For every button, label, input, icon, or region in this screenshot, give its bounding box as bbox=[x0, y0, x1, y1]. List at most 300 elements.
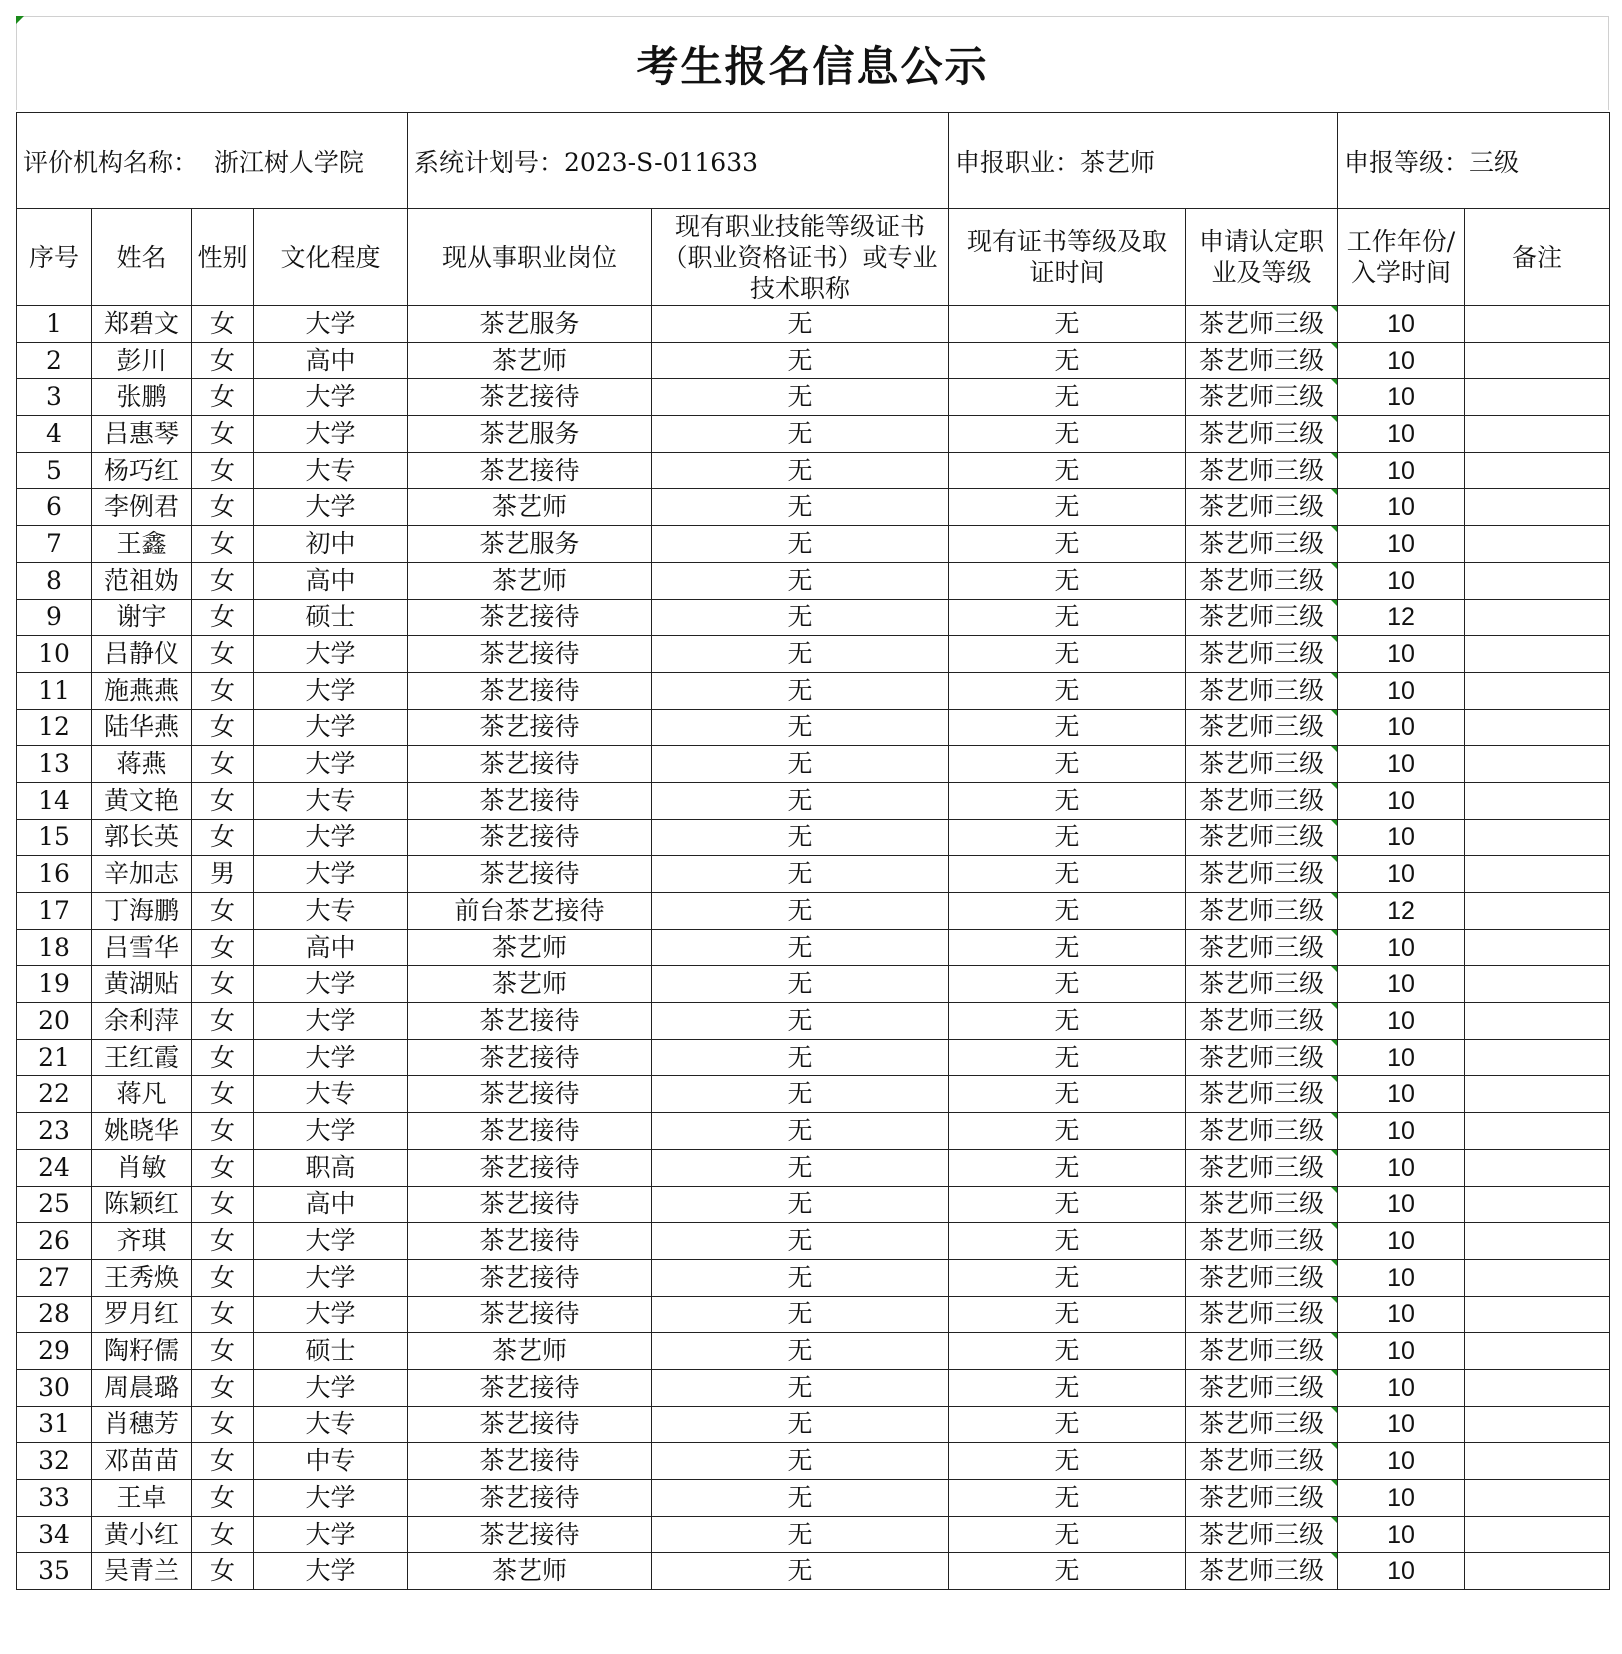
cell-remark bbox=[1465, 1149, 1610, 1186]
cell-apply: 茶艺师三级 bbox=[1186, 856, 1338, 893]
table-row bbox=[17, 636, 1610, 673]
cell-edu: 大学 bbox=[254, 709, 408, 746]
cell-cert-level: 无 bbox=[949, 416, 1186, 453]
cell-remark bbox=[1465, 1039, 1610, 1076]
cell-years: 10 bbox=[1338, 746, 1465, 783]
cell-name: 王红霞 bbox=[92, 1039, 192, 1076]
org-value: 浙江树人学院 bbox=[213, 147, 364, 177]
cell-name: 张鹏 bbox=[92, 379, 192, 416]
cell-cert: 无 bbox=[652, 1406, 949, 1443]
cell-years: 10 bbox=[1338, 1553, 1465, 1590]
cell-gender: 女 bbox=[192, 1553, 254, 1590]
cell-comment-marker bbox=[16, 16, 24, 24]
cell-job: 茶艺接待 bbox=[408, 1039, 652, 1076]
cell-cert-level: 无 bbox=[949, 672, 1186, 709]
cell-job: 茶艺接待 bbox=[408, 1369, 652, 1406]
cell-gender: 女 bbox=[192, 379, 254, 416]
cell-remark bbox=[1465, 1076, 1610, 1113]
cell-name: 周晨璐 bbox=[92, 1369, 192, 1406]
occupation-cell bbox=[949, 113, 1338, 209]
table-row bbox=[17, 709, 1610, 746]
cell-edu: 大学 bbox=[254, 636, 408, 673]
table-row bbox=[17, 599, 1610, 636]
cell-gender: 女 bbox=[192, 1296, 254, 1333]
cell-cert-level: 无 bbox=[949, 1553, 1186, 1590]
table-row bbox=[17, 782, 1610, 819]
cell-apply: 茶艺师三级 bbox=[1186, 379, 1338, 416]
title-box bbox=[16, 16, 1609, 110]
cell-gender: 女 bbox=[192, 489, 254, 526]
cell-edu: 中专 bbox=[254, 1443, 408, 1480]
cell-remark bbox=[1465, 1296, 1610, 1333]
cell-apply: 茶艺师三级 bbox=[1186, 1186, 1338, 1223]
cell-cert: 无 bbox=[652, 1296, 949, 1333]
cell-apply: 茶艺师三级 bbox=[1186, 489, 1338, 526]
cell-no: 33 bbox=[17, 1480, 92, 1517]
cell-name: 蒋燕 bbox=[92, 746, 192, 783]
cell-apply: 茶艺师三级 bbox=[1186, 342, 1338, 379]
cell-cert: 无 bbox=[652, 379, 949, 416]
cell-apply: 茶艺师三级 bbox=[1186, 1296, 1338, 1333]
table-row bbox=[17, 1443, 1610, 1480]
cell-gender: 女 bbox=[192, 416, 254, 453]
header-name: 姓名 bbox=[92, 209, 192, 306]
cell-cert: 无 bbox=[652, 1443, 949, 1480]
cell-gender: 女 bbox=[192, 342, 254, 379]
cell-remark bbox=[1465, 893, 1610, 930]
cell-no: 13 bbox=[17, 746, 92, 783]
cell-cert: 无 bbox=[652, 416, 949, 453]
cell-cert-level: 无 bbox=[949, 452, 1186, 489]
cell-cert-level: 无 bbox=[949, 966, 1186, 1003]
cell-cert: 无 bbox=[652, 1076, 949, 1113]
cell-job: 茶艺师 bbox=[408, 929, 652, 966]
cell-apply: 茶艺师三级 bbox=[1186, 1076, 1338, 1113]
cell-name: 陈颖红 bbox=[92, 1186, 192, 1223]
cell-remark bbox=[1465, 526, 1610, 563]
cell-cert-level: 无 bbox=[949, 1480, 1186, 1517]
cell-apply: 茶艺师三级 bbox=[1186, 1039, 1338, 1076]
cell-job: 茶艺接待 bbox=[408, 1003, 652, 1040]
cell-cert: 无 bbox=[652, 1039, 949, 1076]
cell-cert: 无 bbox=[652, 599, 949, 636]
cell-cert-level: 无 bbox=[949, 599, 1186, 636]
cell-name: 邓苗苗 bbox=[92, 1443, 192, 1480]
cell-apply: 茶艺师三级 bbox=[1186, 1223, 1338, 1260]
cell-job: 茶艺接待 bbox=[408, 1516, 652, 1553]
table-row bbox=[17, 893, 1610, 930]
cell-years: 10 bbox=[1338, 1443, 1465, 1480]
cell-years: 10 bbox=[1338, 1516, 1465, 1553]
cell-gender: 女 bbox=[192, 929, 254, 966]
cell-edu: 大专 bbox=[254, 782, 408, 819]
cell-cert-level: 无 bbox=[949, 1223, 1186, 1260]
cell-cert-level: 无 bbox=[949, 1076, 1186, 1113]
table-row bbox=[17, 489, 1610, 526]
cell-edu: 高中 bbox=[254, 929, 408, 966]
cell-job: 茶艺接待 bbox=[408, 1259, 652, 1296]
cell-cert-level: 无 bbox=[949, 1039, 1186, 1076]
cell-no: 5 bbox=[17, 452, 92, 489]
cell-apply: 茶艺师三级 bbox=[1186, 1553, 1338, 1590]
cell-gender: 女 bbox=[192, 819, 254, 856]
cell-apply: 茶艺师三级 bbox=[1186, 636, 1338, 673]
cell-cert: 无 bbox=[652, 929, 949, 966]
plan-value: 2023-S-011633 bbox=[564, 147, 759, 177]
cell-remark bbox=[1465, 379, 1610, 416]
cell-years: 10 bbox=[1338, 672, 1465, 709]
cell-edu: 大学 bbox=[254, 306, 408, 343]
cell-cert: 无 bbox=[652, 746, 949, 783]
cell-no: 18 bbox=[17, 929, 92, 966]
cell-gender: 女 bbox=[192, 562, 254, 599]
cell-apply: 茶艺师三级 bbox=[1186, 1369, 1338, 1406]
cell-cert-level: 无 bbox=[949, 746, 1186, 783]
table-row bbox=[17, 1553, 1610, 1590]
cell-remark bbox=[1465, 1333, 1610, 1370]
cell-no: 15 bbox=[17, 819, 92, 856]
cell-edu: 大学 bbox=[254, 1113, 408, 1150]
cell-name: 王鑫 bbox=[92, 526, 192, 563]
cell-job: 茶艺接待 bbox=[408, 599, 652, 636]
cell-name: 齐琪 bbox=[92, 1223, 192, 1260]
cell-no: 1 bbox=[17, 306, 92, 343]
cell-gender: 女 bbox=[192, 1516, 254, 1553]
cell-gender: 女 bbox=[192, 599, 254, 636]
cell-no: 12 bbox=[17, 709, 92, 746]
plan-label: 系统计划号： bbox=[414, 147, 565, 177]
cell-years: 12 bbox=[1338, 599, 1465, 636]
cell-cert-level: 无 bbox=[949, 929, 1186, 966]
cell-gender: 女 bbox=[192, 966, 254, 1003]
cell-apply: 茶艺师三级 bbox=[1186, 893, 1338, 930]
cell-edu: 大专 bbox=[254, 893, 408, 930]
cell-edu: 大学 bbox=[254, 1223, 408, 1260]
cell-gender: 女 bbox=[192, 1003, 254, 1040]
cell-no: 24 bbox=[17, 1149, 92, 1186]
table-row bbox=[17, 526, 1610, 563]
cell-cert-level: 无 bbox=[949, 342, 1186, 379]
cell-job: 茶艺接待 bbox=[408, 672, 652, 709]
cell-gender: 女 bbox=[192, 1113, 254, 1150]
cell-gender: 女 bbox=[192, 709, 254, 746]
cell-edu: 大学 bbox=[254, 1516, 408, 1553]
cell-cert-level: 无 bbox=[949, 1296, 1186, 1333]
cell-remark bbox=[1465, 1516, 1610, 1553]
table-row bbox=[17, 1113, 1610, 1150]
header-remark: 备注 bbox=[1465, 209, 1610, 306]
cell-edu: 大学 bbox=[254, 1369, 408, 1406]
cell-apply: 茶艺师三级 bbox=[1186, 1333, 1338, 1370]
cell-gender: 女 bbox=[192, 746, 254, 783]
cell-years: 10 bbox=[1338, 636, 1465, 673]
cell-years: 10 bbox=[1338, 306, 1465, 343]
cell-apply: 茶艺师三级 bbox=[1186, 782, 1338, 819]
cell-name: 蒋凡 bbox=[92, 1076, 192, 1113]
cell-edu: 大学 bbox=[254, 416, 408, 453]
cell-years: 10 bbox=[1338, 1406, 1465, 1443]
cell-cert-level: 无 bbox=[949, 893, 1186, 930]
cell-years: 10 bbox=[1338, 1003, 1465, 1040]
cell-remark bbox=[1465, 1369, 1610, 1406]
cell-remark bbox=[1465, 489, 1610, 526]
registration-table bbox=[16, 112, 1610, 1590]
cell-apply: 茶艺师三级 bbox=[1186, 306, 1338, 343]
table-row bbox=[17, 1039, 1610, 1076]
cell-name: 黄湖贴 bbox=[92, 966, 192, 1003]
cell-apply: 茶艺师三级 bbox=[1186, 1149, 1338, 1186]
plan-cell bbox=[408, 113, 949, 209]
cell-no: 8 bbox=[17, 562, 92, 599]
cell-remark bbox=[1465, 342, 1610, 379]
cell-job: 茶艺接待 bbox=[408, 1443, 652, 1480]
cell-remark bbox=[1465, 452, 1610, 489]
cell-years: 10 bbox=[1338, 452, 1465, 489]
cell-no: 3 bbox=[17, 379, 92, 416]
cell-cert-level: 无 bbox=[949, 1003, 1186, 1040]
cell-apply: 茶艺师三级 bbox=[1186, 526, 1338, 563]
cell-name: 陆华燕 bbox=[92, 709, 192, 746]
cell-cert-level: 无 bbox=[949, 526, 1186, 563]
cell-apply: 茶艺师三级 bbox=[1186, 1516, 1338, 1553]
table-row bbox=[17, 856, 1610, 893]
cell-years: 10 bbox=[1338, 1039, 1465, 1076]
cell-remark bbox=[1465, 929, 1610, 966]
table-row bbox=[17, 1480, 1610, 1517]
cell-remark bbox=[1465, 966, 1610, 1003]
cell-job: 茶艺接待 bbox=[408, 1186, 652, 1223]
cell-cert: 无 bbox=[652, 636, 949, 673]
table-row bbox=[17, 1333, 1610, 1370]
cell-no: 19 bbox=[17, 966, 92, 1003]
cell-cert: 无 bbox=[652, 489, 949, 526]
cell-name: 范祖妫 bbox=[92, 562, 192, 599]
table-row bbox=[17, 1369, 1610, 1406]
cell-cert: 无 bbox=[652, 526, 949, 563]
cell-name: 郑碧文 bbox=[92, 306, 192, 343]
cell-job: 茶艺师 bbox=[408, 966, 652, 1003]
cell-remark bbox=[1465, 1113, 1610, 1150]
table-body bbox=[17, 306, 1610, 1590]
cell-no: 30 bbox=[17, 1369, 92, 1406]
cell-job: 茶艺服务 bbox=[408, 416, 652, 453]
cell-no: 31 bbox=[17, 1406, 92, 1443]
cell-cert-level: 无 bbox=[949, 1333, 1186, 1370]
cell-edu: 大专 bbox=[254, 452, 408, 489]
level-value: 三级 bbox=[1469, 147, 1520, 177]
header-job: 现从事职业岗位 bbox=[408, 209, 652, 306]
cell-edu: 大学 bbox=[254, 1003, 408, 1040]
level-label: 申报等级： bbox=[1344, 147, 1470, 177]
cell-name: 吕惠琴 bbox=[92, 416, 192, 453]
cell-gender: 男 bbox=[192, 856, 254, 893]
cell-remark bbox=[1465, 636, 1610, 673]
cell-no: 27 bbox=[17, 1259, 92, 1296]
cell-cert-level: 无 bbox=[949, 1443, 1186, 1480]
cell-cert-level: 无 bbox=[949, 562, 1186, 599]
cell-name: 余利萍 bbox=[92, 1003, 192, 1040]
cell-years: 10 bbox=[1338, 1149, 1465, 1186]
cell-apply: 茶艺师三级 bbox=[1186, 416, 1338, 453]
cell-cert-level: 无 bbox=[949, 636, 1186, 673]
cell-job: 茶艺接待 bbox=[408, 1113, 652, 1150]
cell-gender: 女 bbox=[192, 1076, 254, 1113]
cell-no: 21 bbox=[17, 1039, 92, 1076]
cell-apply: 茶艺师三级 bbox=[1186, 1113, 1338, 1150]
cell-job: 茶艺接待 bbox=[408, 1480, 652, 1517]
cell-remark bbox=[1465, 306, 1610, 343]
cell-no: 14 bbox=[17, 782, 92, 819]
table-row bbox=[17, 819, 1610, 856]
cell-apply: 茶艺师三级 bbox=[1186, 672, 1338, 709]
cell-no: 22 bbox=[17, 1076, 92, 1113]
cell-cert: 无 bbox=[652, 1553, 949, 1590]
cell-edu: 高中 bbox=[254, 1186, 408, 1223]
cell-job: 茶艺接待 bbox=[408, 379, 652, 416]
cell-remark bbox=[1465, 856, 1610, 893]
cell-name: 李例君 bbox=[92, 489, 192, 526]
cell-no: 11 bbox=[17, 672, 92, 709]
cell-job: 茶艺师 bbox=[408, 1553, 652, 1590]
cell-cert-level: 无 bbox=[949, 856, 1186, 893]
cell-cert-level: 无 bbox=[949, 1113, 1186, 1150]
header-certificate-level: 现有证书等级及取证时间 bbox=[949, 209, 1186, 306]
header-no: 序号 bbox=[17, 209, 92, 306]
cell-cert-level: 无 bbox=[949, 709, 1186, 746]
cell-years: 10 bbox=[1338, 1296, 1465, 1333]
org-cell bbox=[17, 113, 408, 209]
cell-name: 谢宇 bbox=[92, 599, 192, 636]
cell-cert-level: 无 bbox=[949, 489, 1186, 526]
cell-edu: 大学 bbox=[254, 819, 408, 856]
cell-years: 10 bbox=[1338, 526, 1465, 563]
table-row bbox=[17, 562, 1610, 599]
cell-job: 茶艺师 bbox=[408, 489, 652, 526]
cell-cert: 无 bbox=[652, 1186, 949, 1223]
cell-cert: 无 bbox=[652, 1516, 949, 1553]
cell-gender: 女 bbox=[192, 1369, 254, 1406]
cell-cert-level: 无 bbox=[949, 1516, 1186, 1553]
cell-remark bbox=[1465, 1186, 1610, 1223]
cell-remark bbox=[1465, 819, 1610, 856]
cell-remark bbox=[1465, 1553, 1610, 1590]
cell-apply: 茶艺师三级 bbox=[1186, 562, 1338, 599]
cell-name: 吕雪华 bbox=[92, 929, 192, 966]
cell-years: 10 bbox=[1338, 1076, 1465, 1113]
cell-gender: 女 bbox=[192, 1406, 254, 1443]
cell-cert-level: 无 bbox=[949, 1406, 1186, 1443]
cell-remark bbox=[1465, 1406, 1610, 1443]
table-row bbox=[17, 1186, 1610, 1223]
header-gender: 性别 bbox=[192, 209, 254, 306]
cell-years: 10 bbox=[1338, 966, 1465, 1003]
cell-cert-level: 无 bbox=[949, 1259, 1186, 1296]
cell-edu: 大学 bbox=[254, 856, 408, 893]
cell-remark bbox=[1465, 1003, 1610, 1040]
cell-cert: 无 bbox=[652, 893, 949, 930]
cell-cert: 无 bbox=[652, 856, 949, 893]
cell-no: 10 bbox=[17, 636, 92, 673]
cell-remark bbox=[1465, 709, 1610, 746]
table-row bbox=[17, 379, 1610, 416]
level-cell bbox=[1338, 113, 1610, 209]
cell-cert: 无 bbox=[652, 709, 949, 746]
header-education: 文化程度 bbox=[254, 209, 408, 306]
cell-job: 茶艺接待 bbox=[408, 856, 652, 893]
cell-gender: 女 bbox=[192, 672, 254, 709]
cell-edu: 大学 bbox=[254, 672, 408, 709]
cell-years: 10 bbox=[1338, 342, 1465, 379]
cell-apply: 茶艺师三级 bbox=[1186, 819, 1338, 856]
table-row bbox=[17, 966, 1610, 1003]
cell-years: 10 bbox=[1338, 709, 1465, 746]
table-row bbox=[17, 929, 1610, 966]
cell-edu: 硕士 bbox=[254, 1333, 408, 1370]
cell-gender: 女 bbox=[192, 1039, 254, 1076]
cell-gender: 女 bbox=[192, 893, 254, 930]
cell-cert-level: 无 bbox=[949, 379, 1186, 416]
cell-job: 茶艺接待 bbox=[408, 709, 652, 746]
cell-apply: 茶艺师三级 bbox=[1186, 1480, 1338, 1517]
cell-years: 10 bbox=[1338, 489, 1465, 526]
cell-no: 34 bbox=[17, 1516, 92, 1553]
cell-cert: 无 bbox=[652, 1369, 949, 1406]
cell-cert-level: 无 bbox=[949, 1186, 1186, 1223]
cell-job: 茶艺接待 bbox=[408, 1406, 652, 1443]
cell-name: 施燕燕 bbox=[92, 672, 192, 709]
cell-job: 茶艺服务 bbox=[408, 306, 652, 343]
cell-apply: 茶艺师三级 bbox=[1186, 452, 1338, 489]
cell-name: 郭长英 bbox=[92, 819, 192, 856]
cell-name: 罗月红 bbox=[92, 1296, 192, 1333]
cell-job: 茶艺师 bbox=[408, 1333, 652, 1370]
cell-edu: 大学 bbox=[254, 489, 408, 526]
cell-edu: 职高 bbox=[254, 1149, 408, 1186]
cell-no: 4 bbox=[17, 416, 92, 453]
cell-edu: 初中 bbox=[254, 526, 408, 563]
cell-cert: 无 bbox=[652, 672, 949, 709]
cell-job: 茶艺师 bbox=[408, 562, 652, 599]
cell-no: 16 bbox=[17, 856, 92, 893]
cell-edu: 大学 bbox=[254, 1553, 408, 1590]
cell-no: 35 bbox=[17, 1553, 92, 1590]
cell-name: 吴青兰 bbox=[92, 1553, 192, 1590]
cell-no: 2 bbox=[17, 342, 92, 379]
cell-gender: 女 bbox=[192, 1333, 254, 1370]
cell-remark bbox=[1465, 1443, 1610, 1480]
cell-cert-level: 无 bbox=[949, 1369, 1186, 1406]
table-row bbox=[17, 1516, 1610, 1553]
cell-cert-level: 无 bbox=[949, 1149, 1186, 1186]
cell-cert: 无 bbox=[652, 1223, 949, 1260]
cell-cert: 无 bbox=[652, 1003, 949, 1040]
cell-no: 25 bbox=[17, 1186, 92, 1223]
cell-years: 12 bbox=[1338, 893, 1465, 930]
cell-cert-level: 无 bbox=[949, 306, 1186, 343]
cell-years: 10 bbox=[1338, 1369, 1465, 1406]
cell-gender: 女 bbox=[192, 1223, 254, 1260]
cell-apply: 茶艺师三级 bbox=[1186, 1406, 1338, 1443]
cell-cert: 无 bbox=[652, 306, 949, 343]
table-row bbox=[17, 342, 1610, 379]
cell-gender: 女 bbox=[192, 636, 254, 673]
table-row bbox=[17, 416, 1610, 453]
cell-apply: 茶艺师三级 bbox=[1186, 929, 1338, 966]
cell-cert: 无 bbox=[652, 966, 949, 1003]
cell-job: 茶艺师 bbox=[408, 342, 652, 379]
header-certificate: 现有职业技能等级证书（职业资格证书）或专业技术职称 bbox=[652, 209, 949, 306]
cell-no: 23 bbox=[17, 1113, 92, 1150]
